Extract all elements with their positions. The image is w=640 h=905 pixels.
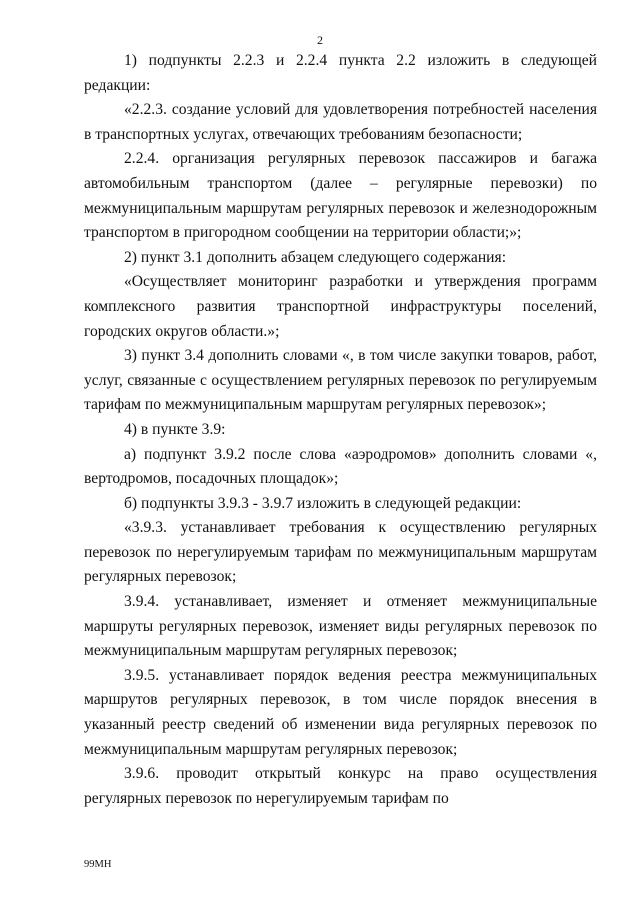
- paragraph-9: б) подпункты 3.9.3 - 3.9.7 изложить в следующей редакции:: [124, 494, 522, 512]
- paragraph-10: «3.9.3. устанавливает требования к осуществлению регулярных перевозок по нерегулируемым тарифам по межмуниципальным маршрутам регулярных перевозок;: [84, 519, 597, 586]
- paragraph-5: «Осуществляет мониторинг разработки и утверждения программ комплексного развития транспортной инфраструктуры поселений, городских округов области.»;: [84, 273, 597, 340]
- paragraph-2: «2.2.3. создание условий для удовлетворения потребностей населения в транспортных услугах, отвечающих требованиям безопасности;: [84, 101, 597, 143]
- document-body: [84, 49, 597, 811]
- paragraph-12: 3.9.5. устанавливает порядок ведения реестра межмуниципальных маршрутов регулярных перевозок, в том числе порядок внесения в указанный реестр сведений об изменении вида регулярных перевозок по межмуниципальным маршрутам регулярных перевозок;: [84, 666, 597, 758]
- paragraph-1: 1) подпункты 2.2.3 и 2.2.4 пункта 2.2 изложить в следующей редакции:: [84, 52, 597, 94]
- paragraph-8: а) подпункт 3.9.2 после слова «аэродромов» дополнить словами «, вертодромов, посадочных площадок»;: [84, 445, 597, 488]
- paragraph-7: 4) в пункте 3.9:: [124, 420, 226, 438]
- paragraph-6: 3) пункт 3.4 дополнить словами «, в том числе закупки товаров, работ, услуг, связанные с осуществлением регулярных перевозок по регулируемым тарифам по межмуниципальным маршрутам регулярных перевозок»;: [84, 347, 597, 414]
- page-number: 2: [317, 33, 323, 47]
- paragraph-3: 2.2.4. организация регулярных перевозок пассажиров и багажа автомобильным транспортом (далее – регулярные перевозки) по межмуниципальным маршрутам регулярных перевозок и железнодорожным транспортом в пригородном сообщении на территории области;»;: [84, 150, 597, 242]
- footer-document-code: 99МН: [84, 859, 112, 870]
- paragraph-4: 2) пункт 3.1 дополнить абзацем следующего содержания:: [124, 248, 507, 266]
- paragraph-13: 3.9.6. проводит открытый конкурс на право осуществления регулярных перевозок по нерегулируемым тарифам по: [84, 765, 597, 807]
- paragraph-11: 3.9.4. устанавливает, изменяет и отменяет межмуниципальные маршруты регулярных перевозок, изменяет виды регулярных перевозок по межмуниципальным маршрутам регулярных перевозок;: [84, 593, 597, 660]
